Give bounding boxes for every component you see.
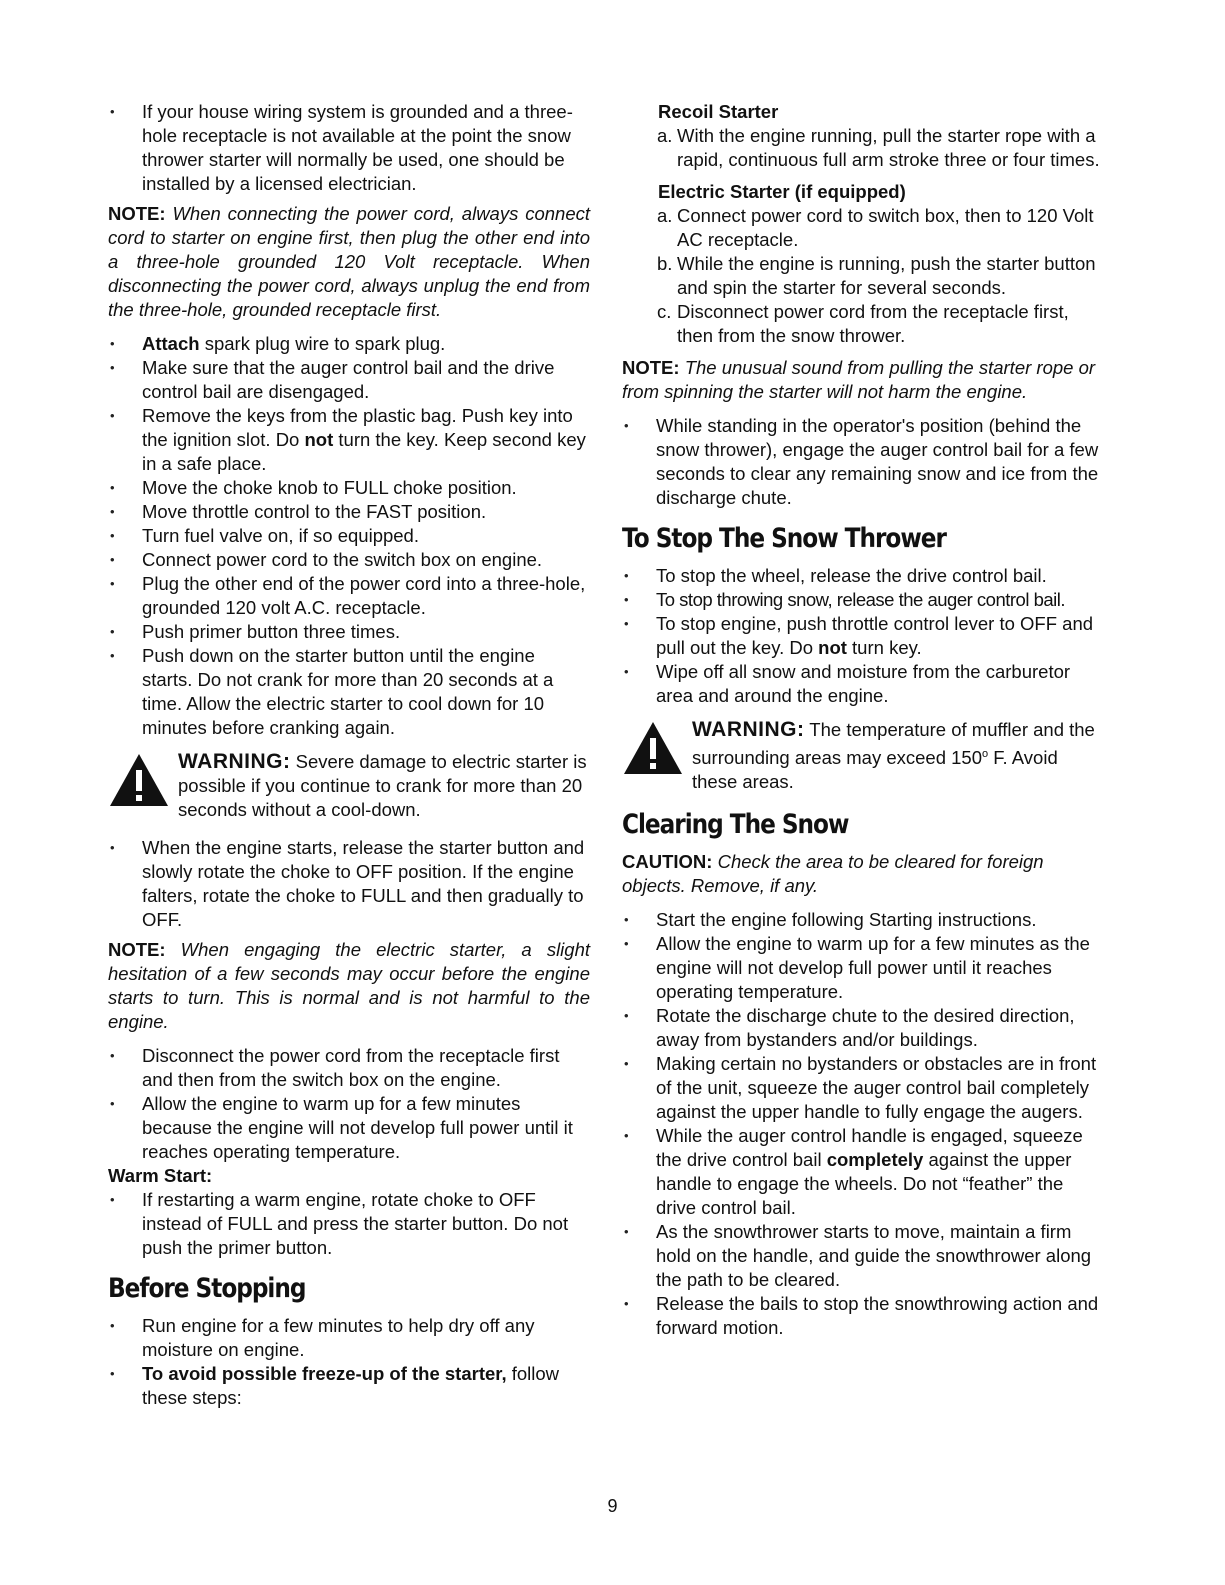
- warning-text: F. Avoid these areas.: [692, 747, 1058, 793]
- list-item-text: spark plug wire to spark plug.: [199, 333, 446, 354]
- step-marker: a.: [657, 125, 673, 146]
- caution-text: Check the area to be cleared for foreign objects. Remove, if any.: [622, 851, 1044, 897]
- bold-text: completely: [826, 1149, 924, 1171]
- note-label: NOTE:: [622, 357, 680, 378]
- list-item: • Connect power cord to the switch box on engine.: [108, 548, 590, 572]
- note-label: NOTE:: [108, 203, 166, 224]
- step-text: With the engine running, pull the starter rope with a rapid, continuous full arm stroke three or four times.: [677, 125, 1100, 170]
- step-item: [622, 204, 1107, 252]
- caution-note: [622, 850, 1107, 898]
- warning-text: The temperature of muffler and the surrounding areas may exceed 150: [692, 719, 1095, 769]
- warning-title: WARNING:: [692, 718, 805, 741]
- note-hesitation: [108, 938, 590, 1034]
- step-marker: c.: [657, 301, 672, 322]
- list-item: • Rotate the discharge chute to the desired direction, away from bystanders and/or buildings.: [622, 1004, 1107, 1052]
- warning-text: Severe damage to electric starter is possible if you continue to crank for more than 20 seconds without a cool-down.: [178, 751, 587, 820]
- list-item: • Making certain no bystanders or obstacles are in front of the unit, squeeze the auger control bail completely against the upper handle to fully engage the augers.: [622, 1052, 1107, 1124]
- step-item: [622, 300, 1107, 348]
- left-column: [108, 100, 590, 1416]
- stop-bullets: [622, 564, 1107, 708]
- step-item: [622, 252, 1107, 300]
- list-item-text: against the upper handle to engage the wheels. Do not “feather” the drive control bail.: [656, 1149, 1072, 1219]
- step-item: [622, 124, 1107, 172]
- list-item: • Release the bails to stop the snowthrowing action and forward motion.: [622, 1292, 1107, 1340]
- warning-triangle-icon: [622, 720, 684, 776]
- list-item: • Run engine for a few minutes to help dry off any moisture on engine.: [108, 1314, 590, 1362]
- warning-muffler: [622, 718, 1107, 794]
- list-item-text: turn the key. Keep second key in a safe place.: [142, 429, 586, 474]
- list-item: [622, 612, 1107, 660]
- note-text: When engaging the electric starter, a slight hesitation of a few seconds may occur before the engine starts to turn. This is normal and is not harmful to the engine.: [108, 939, 591, 1032]
- standing-bullets: [622, 414, 1107, 510]
- after-start-bullets: [108, 836, 590, 932]
- step-marker: b.: [657, 253, 673, 274]
- step-text: Disconnect power cord from the receptacle first, then from the snow thrower.: [677, 301, 1069, 346]
- list-item: • Allow the engine to warm up for a few minutes as the engine will not develop full power until it reaches operating temperature.: [622, 932, 1107, 1004]
- list-item: • Allow the engine to warm up for a few minutes because the engine will not develop full power until it reaches operating temperature.: [108, 1092, 590, 1164]
- list-item: • Disconnect the power cord from the receptacle first and then from the switch box on the engine.: [108, 1044, 590, 1092]
- list-item: • Push down on the starter button until the engine starts. Do not crank for more than 20 seconds at a time. Allow the electric starter to cool down for 10 minutes before cranking again.: [108, 644, 590, 740]
- list-item: • To stop the wheel, release the drive control bail.: [622, 564, 1107, 588]
- list-item: • While standing in the operator's position (behind the snow thrower), engage the auger control bail for a few seconds to clear any remaining snow and ice from the discharge chute.: [622, 414, 1107, 510]
- list-item-text: To stop engine, push throttle control lever to OFF and pull out the key. Do: [656, 613, 1094, 658]
- warning-triangle-icon: [108, 752, 170, 808]
- list-item: • Start the engine following Starting instructions.: [622, 908, 1107, 932]
- list-item: [108, 332, 590, 356]
- warning-crank: [108, 750, 590, 822]
- clearing-snow-heading: Clearing The Snow: [622, 809, 849, 841]
- list-item: [622, 1124, 1107, 1220]
- step-marker: a.: [657, 205, 673, 226]
- note-text: When connecting the power cord, always connect cord to starter on engine first, then plug the other end into a three-hole grounded 120 Volt receptacle. When disconnecting the power cord, always unplug the end from the three-hole, grounded receptacle first.: [108, 203, 591, 320]
- list-item: • When the engine starts, release the starter button and slowly rotate the choke to OFF position. If the engine falters, rotate the choke to FULL and then gradually to OFF.: [108, 836, 590, 932]
- bold-text: Attach: [142, 333, 200, 354]
- note-unusual-sound: [622, 356, 1107, 404]
- caution-label: CAUTION:: [622, 851, 713, 873]
- list-item: • Wipe off all snow and moisture from the carburetor area and around the engine.: [622, 660, 1107, 708]
- bold-text: not: [304, 429, 334, 450]
- warning-title: WARNING:: [178, 750, 291, 773]
- recoil-starter-heading: Recoil Starter: [658, 101, 779, 122]
- warm-start-heading: Warm Start:: [108, 1165, 213, 1186]
- list-item: • If your house wiring system is grounded and a three-hole receptacle is not available at the point the snow thrower starter will normally be used, one should be installed by a licensed electrician.: [108, 100, 590, 196]
- before-stopping-bullets: [108, 1314, 590, 1410]
- list-item: • Move throttle control to the FAST position.: [108, 500, 590, 524]
- list-item: • As the snowthrower starts to move, maintain a firm hold on the handle, and guide the snowthrower along the path to be cleared.: [622, 1220, 1107, 1292]
- list-item: • Plug the other end of the power cord into a three-hole, grounded 120 volt A.C. receptacle.: [108, 572, 590, 620]
- list-item-text: While the auger control handle is engaged, squeeze the drive control bail: [656, 1125, 1083, 1171]
- electric-starter-heading: Electric Starter (if equipped): [658, 181, 906, 202]
- step-text: Connect power cord to switch box, then to 120 Volt AC receptacle.: [677, 205, 1094, 250]
- note-power-cord: [108, 202, 590, 322]
- step-text: While the engine is running, push the starter button and spin the starter for several seconds.: [677, 253, 1096, 298]
- clearing-bullets: [622, 908, 1107, 1340]
- list-item: [108, 1362, 590, 1410]
- list-item: [108, 404, 590, 476]
- list-item: • Push primer button three times.: [108, 620, 590, 644]
- list-item-text: Remove the keys from the plastic bag. Push key into the ignition slot. Do: [142, 405, 573, 450]
- starting-steps: [108, 332, 590, 740]
- list-item-text: follow these steps:: [142, 1363, 560, 1408]
- list-item: • Make sure that the auger control bail and the drive control bail are disengaged.: [108, 356, 590, 404]
- electric-steps: [622, 204, 1107, 348]
- stop-snow-thrower-heading: To Stop The Snow Thrower: [622, 523, 946, 554]
- warm-start-bullets: [108, 1188, 590, 1260]
- bold-text: To avoid possible freeze-up of the starter,: [142, 1363, 507, 1384]
- list-item-text: turn key.: [846, 637, 922, 658]
- disconnect-bullets: [108, 1044, 590, 1164]
- list-item: • Move the choke knob to FULL choke position.: [108, 476, 590, 500]
- page-number: 9: [607, 1496, 618, 1516]
- list-item: • To stop throwing snow, release the auger control bail.: [622, 588, 1107, 612]
- recoil-steps: [622, 124, 1107, 172]
- intro-bullets: [108, 100, 590, 196]
- before-stopping-heading: Before Stopping: [108, 1273, 306, 1304]
- note-label: NOTE:: [108, 939, 166, 960]
- degree-symbol: o: [982, 748, 989, 760]
- note-text: The unusual sound from pulling the starter rope or from spinning the starter will not harm the engine.: [622, 357, 1096, 402]
- bold-text: not: [818, 637, 847, 658]
- list-item: • If restarting a warm engine, rotate choke to OFF instead of FULL and press the starter button. Do not push the primer button.: [108, 1188, 590, 1260]
- list-item: • Turn fuel valve on, if so equipped.: [108, 524, 590, 548]
- right-column: [622, 100, 1107, 1346]
